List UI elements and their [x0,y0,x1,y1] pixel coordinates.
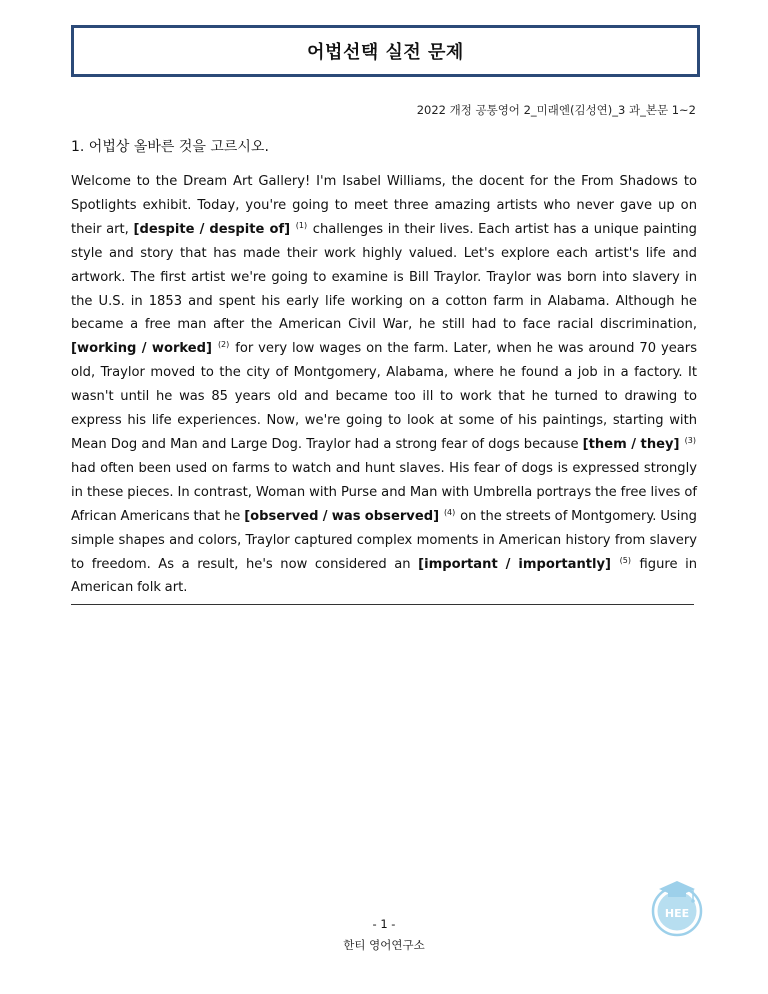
passage-segment: for very low wages on the farm. Later, when he was around 70 years old, Traylor moved to the city of Montgomery, Alabama, where he found a job in a factory. It wasn't until he was 85 years old and became too ill to work that he turned to drawing to express his life experiences. Now, we're going to look at some of his paintings, starting with Mean Dog and Man and Large Dog. Traylor had a strong fear of dogs because [71,341,698,452]
passage-segment: challenges in their lives. Each artist has a unique painting style and story that has made their work highly valued. Let's explore each artist's life and artwork. The first artist we're going to examine is Bill Traylor. Traylor was born into slavery in the U.S. in 1853 and spent his early life working on a cotton farm in Alabama. Although he became a free man after the American Civil War, he still had to face racial discrimination, [71,221,697,333]
blank-number-2: (2) [217,340,230,350]
choice-3: [them / they] [582,436,680,452]
passage-segment: on the streets of Montgomery. Using simple shapes and colors, Traylor captured complex moments in American history from slavery to freedom. As a result, he's now considered an [71,508,697,572]
question-prompt: 1. 어법상 올바른 것을 고르시오. [71,139,269,155]
blank-number-4: (4) [443,507,456,517]
choice-5: [important / importantly] [418,556,612,572]
passage-segment: Welcome to the Dream Art Gallery! I'm Isabel Williams, the docent for the From Shadows to Spotlights exhibit. Today, you're going to meet three amazing artists who never gave up on their art, [71,174,697,237]
blank-number-5: (5) [619,555,631,565]
choice-2: [working / worked] [71,341,212,357]
answer-line [71,604,694,605]
title-box [71,25,700,77]
page-title: 어법선택 실전 문제 [307,42,464,63]
choice-1: [despite / despite of] [133,221,291,237]
logo-text: HEE [664,907,690,920]
passage [71,170,697,600]
page-number: - 1 - [372,917,396,931]
passage-segment: had often been used on farms to watch and hunt slaves. His fear of dogs is expressed strongly in these pieces. In contrast, Woman with Purse and Man with Umbrella portrays the free lives of African Americans that he [71,460,697,524]
footer-organization: 한티 영어연구소 [343,938,425,952]
blank-number-3: (3) [684,435,697,445]
blank-number-1: (1) [295,220,308,230]
passage-segment: figure in American folk art. [71,556,698,596]
source-reference: 2022 개정 공통영어 2_미래엔(김성연)_3 과_본문 1~2 [416,103,696,117]
choice-4: [observed / was observed] [244,508,440,524]
